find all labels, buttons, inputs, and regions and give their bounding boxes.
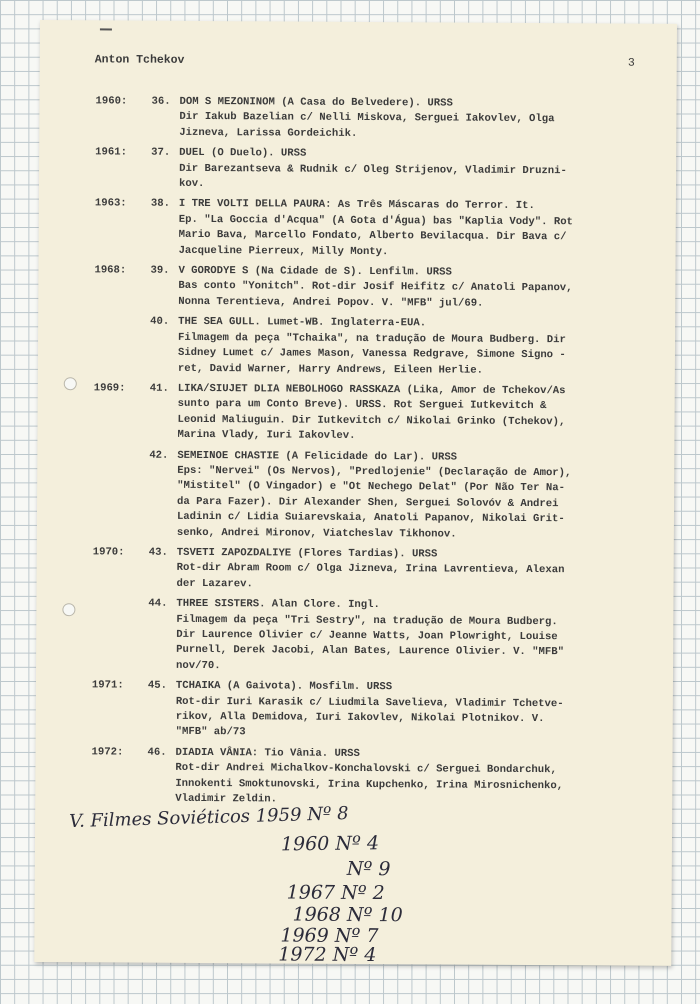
entry-line: sunto para um Conto Breve). URSS. Rot Serguei Iutkevitch &	[177, 398, 547, 413]
entry-line: Jizneva, Larissa Gordeichik.	[179, 126, 358, 140]
entry-line: "MFB" ab/73	[175, 726, 246, 739]
entry-text	[179, 95, 645, 144]
entry-line: der Lazarev.	[176, 577, 253, 591]
entry-line: Filmagem da peça "Tri Sestry", na tradução de Moura Budberg.	[176, 613, 558, 628]
entry-line: Rot-dir Andrei Michalkov-Konchalovski c/ Serguei Bondarchuk,	[175, 762, 557, 777]
handwritten-note: 1969 Nº 7	[280, 924, 379, 948]
film-entry	[94, 315, 644, 380]
film-title-line: THE SEA GULL. Lumet-WB. Inglaterra-EUA.	[178, 316, 427, 330]
entry-line: Marina Vlady, Iuri Iakovlev.	[177, 428, 356, 443]
entry-line: Jacqueline Pierreux, Milly Monty.	[178, 244, 389, 258]
pen-mark	[100, 28, 112, 30]
entry-number: 46.	[147, 746, 167, 759]
film-title-line: SEMEINOE CHASTIE (A Felicidade do Lar). URSS	[177, 449, 458, 464]
entry-number: 37.	[151, 146, 171, 160]
entry-year	[93, 448, 150, 541]
entry-number: 42.	[149, 449, 169, 462]
entry-line: "Mistitel" (O Vingador) e "Ot Nechego Delat" (Por Não Ter Na-	[177, 480, 565, 495]
entry-year: 1969:	[93, 382, 126, 395]
entry-year: 1972:	[91, 746, 124, 759]
page-number: 3	[627, 56, 635, 70]
filmography-list	[91, 94, 645, 815]
entry-line: Eps: "Nervei" (Os Nervos), "Predlojenie" (Declaração de Amor),	[177, 464, 572, 480]
entry-year: 1970:	[92, 546, 125, 559]
entry-number: 40.	[150, 315, 170, 329]
film-title-line: LIKA/SIUJET DLIA NEBOLHOGO RASSKAZA (Lika, Amor de Tchekov/As	[177, 382, 566, 398]
entry-line: rikov, Alla Demidova, Iuri Iakovlev, Nikolai Plotnikov. V.	[175, 710, 545, 726]
entry-text	[179, 197, 645, 261]
entry-line: Dir Laurence Olivier c/ Jeanne Watts, Joan Plowright, Louise	[176, 628, 558, 644]
handwritten-note: 1972 Nº 4	[278, 943, 377, 967]
entry-number: 38.	[150, 198, 170, 211]
entry-line: Vladimir Zeldin.	[175, 792, 277, 806]
entry-number: 39.	[150, 264, 170, 277]
handwritten-note: V. Filmes Soviéticos 1959 Nº 8	[68, 803, 349, 833]
entry-text	[177, 546, 643, 595]
film-title-line: DOM S MEZONINOM (A Casa do Belvedere). URSS	[179, 95, 453, 110]
entry-number: 45.	[147, 679, 168, 693]
film-entry	[95, 146, 645, 196]
film-title-line: TCHAIKA (A Gaivota). Mosfilm. URSS	[175, 680, 393, 694]
film-entry	[94, 263, 644, 313]
punch-hole	[62, 603, 75, 616]
entry-year: 1968:	[94, 264, 127, 277]
entry-line: Rot-dir Abram Room c/ Olga Jizneva, Irina Lavrentieva, Alexan	[176, 562, 565, 577]
page-header	[95, 53, 635, 69]
entry-line: Sidney Lumet c/ James Mason, Vanessa Redgrave, Simone Signo -	[177, 346, 566, 362]
entry-line: nov/70.	[176, 659, 221, 672]
entry-line: Mario Bava, Marcello Fondato, Alberto Bevilacqua. Dir Bava c/	[178, 229, 567, 244]
entry-number: 43.	[148, 546, 168, 559]
entry-line: Dir Barezantseva & Rudnik c/ Oleg Strijenov, Vladimir Druzni-	[179, 162, 567, 177]
entry-line: ret, David Warner, Harry Andrews, Eileen Herlie.	[177, 362, 484, 377]
entry-text	[178, 315, 644, 379]
film-entry	[93, 448, 644, 544]
film-entry	[93, 381, 643, 446]
entry-text	[177, 448, 644, 543]
author-name: Anton Tchekov	[94, 53, 185, 67]
entry-text	[176, 679, 642, 743]
entry-year: 1960:	[95, 95, 128, 108]
film-title-line: TSVETI ZAPOZDALIYE (Flores Tardias). URSS	[176, 546, 438, 561]
punch-hole	[64, 377, 77, 390]
handwritten-note: Nº 9	[346, 857, 391, 881]
film-entry	[91, 745, 641, 810]
document-page	[34, 20, 677, 966]
entry-line: Leonid Maliuguin. Dir Iutkevitch c/ Nikolai Grinko (Tchekov),	[177, 413, 566, 428]
entry-line: Innokenti Smoktunovski, Irina Kupchenko, Irina Mirosnichenko,	[175, 777, 564, 792]
entry-number: 36.	[151, 95, 171, 108]
film-title-line: V GORODYE S (Na Cidade de S). Lenfilm. URSS	[178, 264, 452, 279]
entry-text	[178, 264, 644, 313]
entry-text	[179, 146, 645, 195]
film-entry	[92, 597, 642, 677]
entry-line: Purnell, Derek Jacobi, Alan Bates, Laurence Olivier. V. "MFB"	[176, 644, 564, 659]
film-title-line: DIADIA VÂNIA: Tio Vânia. URSS	[175, 746, 360, 760]
film-title-line: DUEL (O Duelo). URSS	[179, 147, 307, 160]
entry-year: 1963:	[94, 197, 127, 210]
entry-line: Filmagem da peça "Tchaika", na tradução de Moura Budberg. Dir	[178, 331, 566, 346]
entry-line: Bas conto "Yonitch". Rot-dir Josif Heifitz c/ Anatoli Papanov,	[178, 280, 573, 295]
entry-line: Dir Iakub Bazelian c/ Nelli Miskova, Serguei Iakovlev, Olga	[179, 111, 555, 126]
entry-year: 1961:	[95, 146, 128, 159]
film-title-line: I TRE VOLTI DELLA PAURA: As Três Máscaras do Terror. It.	[178, 198, 535, 213]
film-title-line: THREE SISTERS. Alan Clore. Ingl.	[176, 598, 380, 612]
entry-line: senko, Andrei Mironov, Viatcheslav Tikhonov.	[176, 526, 457, 541]
film-entry	[93, 545, 643, 595]
entry-year	[92, 597, 148, 674]
entry-year: 1971:	[91, 679, 124, 692]
entry-line: Ep. "La Goccia d'Acqua" (A Gota d'Água) bas "Kaplia Vody". Rot	[178, 213, 573, 229]
entry-line: da Para Fazer). Dir Alexander Shen, Serguei Solovóv & Andrei	[177, 495, 559, 510]
entry-number: 41.	[149, 382, 169, 395]
entry-number: 44.	[148, 597, 168, 610]
entry-text	[176, 597, 642, 677]
entry-line: Ladinin c/ Lidia Suiarevskaia, Anatoli Papanov, Nikolai Grit-	[176, 511, 565, 526]
handwritten-note: 1960 Nº 4	[280, 832, 380, 856]
entry-text	[177, 382, 643, 446]
handwritten-note: 1967 Nº 2	[286, 881, 385, 905]
handwritten-note: 1968 Nº 10	[292, 903, 403, 927]
film-entry	[95, 94, 645, 144]
entry-text	[175, 746, 641, 810]
film-entry	[92, 679, 642, 744]
entry-line: Rot-dir Iuri Karasik c/ Liudmila Savelieva, Vladimir Tchetve-	[175, 695, 564, 710]
entry-year	[94, 315, 150, 377]
film-entry	[95, 197, 645, 262]
entry-line: kov.	[178, 177, 205, 191]
entry-line: Nonna Terentieva, Andrei Popov. V. "MFB" jul/69.	[178, 295, 484, 310]
